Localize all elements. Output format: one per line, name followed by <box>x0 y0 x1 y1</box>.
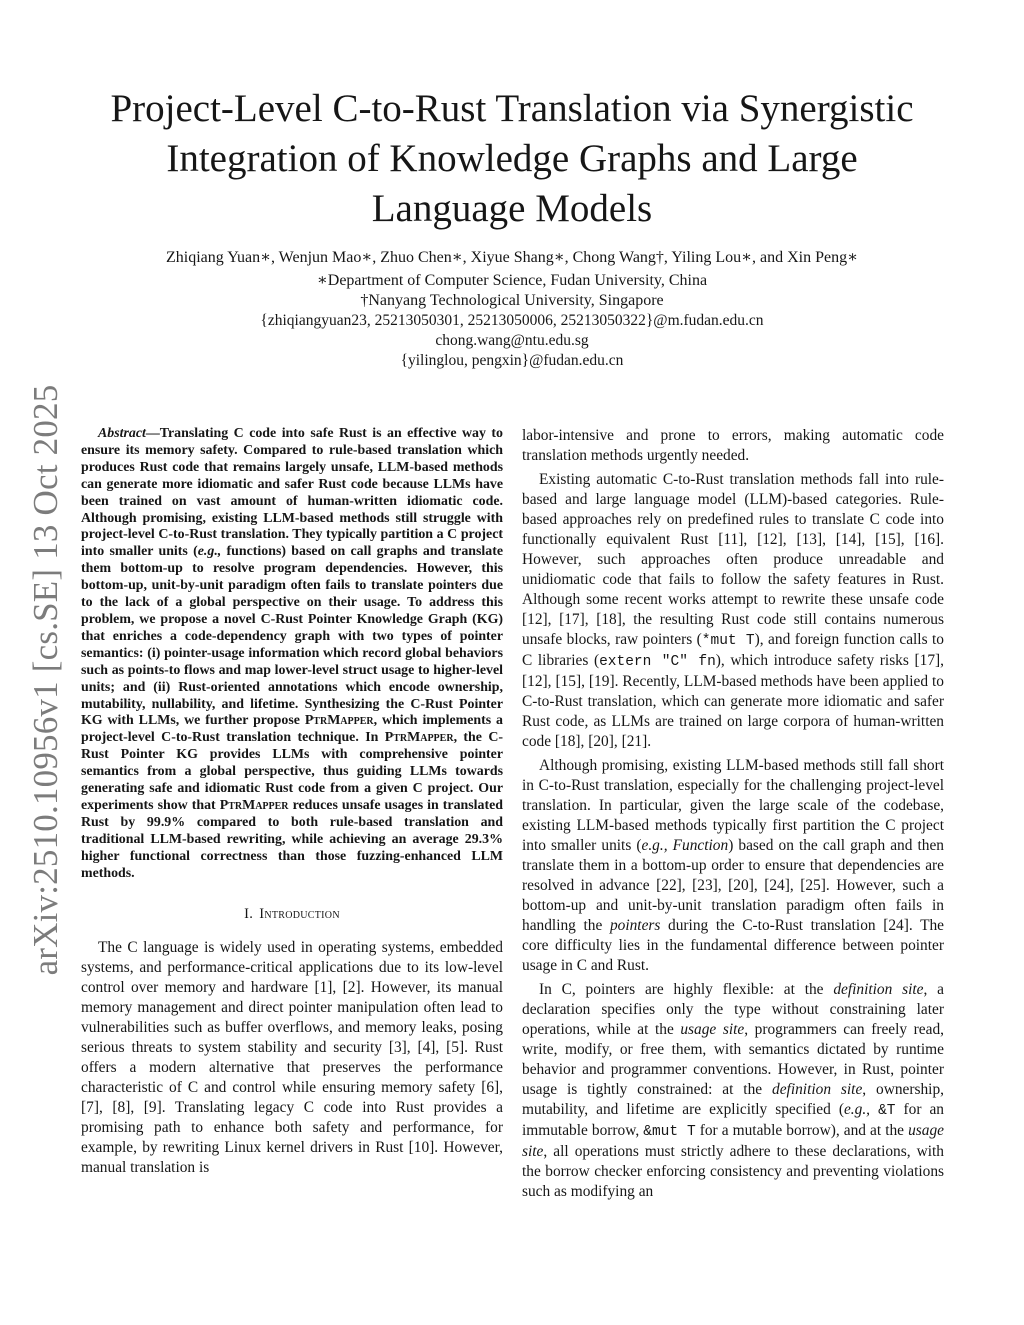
intro-paragraph-1-cont: labor-intensive and prone to errors, making automatic code translation methods urgently needed. <box>522 427 944 464</box>
p4-eg: e.g., <box>843 1101 871 1118</box>
p4-text-c: , programmers can freely read, write, modify, or free them, with semantics dictated by runtime behavior and programmer conventions. However, in Rust, pointer usage is tightly constrained: at the <box>522 1021 944 1098</box>
abstract-text-2: functions) based on call graphs and translate them bottom-up to resolve program dependencies. However, this bottom-up, unit-by-unit paradigm often fails to translate pointers due to the lack of a global perspective on their usage. To address this problem, we propose a novel C-Rust Pointer Knowledge Graph (KG) that enriches a code-dependency graph with two types of pointer semantics: (i) pointer-usage information which record global behaviors such as points-to flows and map lower-level struct usage to higher-level units; and (ii) Rust-oriented annotations which encode ownership, mutability, nullability, and lifetime. Synthesizing the C-Rust Pointer KG with LLMs, we further propose <box>81 544 503 729</box>
left-column <box>81 426 503 1178</box>
abstract-text-4: , the C-Rust Pointer KG provides LLMs with comprehensive pointer semantics from a global perspective, thus guiding LLMs towards generating safe and idiomatic Rust code from a given C project. Our experiments show that <box>81 730 504 813</box>
p4-text-b: , a declaration specifies only the type without constraining later operations, while at the <box>522 981 944 1038</box>
p2-text-a: Existing automatic C-to-Rust translation methods fall into rule-based and large language model (LLM)-based categories. Rule-based approaches rely on predefined rules to translate C code into functionally equivalent Rust [11], [12], [13], [14], [15], [16]. However, such approaches often produce unreadable and unidiomatic code that fails to follow the safety features in Rust. Although some recent works attempt to rewrite these unsafe code [12], [17], [18], the resulting Rust code still contains numerous unsafe blocks, raw pointers ( <box>522 471 944 648</box>
abstract-dash: — <box>145 426 160 441</box>
code-immutable-borrow: &T <box>878 1103 896 1119</box>
email-ntu: chong.wang@ntu.edu.sg <box>435 332 589 349</box>
intro-paragraph-1: The C language is widely used in operating systems, embedded systems, and performance-critical applications due to its low-level control over memory and hardware [1], [2]. However, its manual memory management and direct pointer manipulation often lead to vulnerabilities such as buffer overflows, and memory leaks, posing serious threats to system stability and security [3], [4], [5]. Rust offers a modern alternative that preserves the performance characteristic of C and control while ensuring memory safety [6], [7], [8], [9]. Translating legacy C code into Rust provides a promising path to enhance both safety and performance, for example, by rewriting Linux kernel drivers in Rust [10]. However, manual translation is <box>81 939 503 1177</box>
title-line-2: Integration of Knowledge Graphs and Large <box>166 137 858 180</box>
p2-text-b: ), and foreign function calls to C libraries ( <box>522 631 944 669</box>
arxiv-stamp-text: arXiv:2510.10956v1 [cs.SE] 13 Oct 2025 <box>26 384 65 976</box>
abstract-text-3: , which implements a project-level C-to-Rust translation technique. In <box>81 713 503 746</box>
p4-text-g: , all operations must strictly adhere to these declarations, with the borrow checker enforcing consistency and preventing violations such as modifying an <box>522 1143 944 1200</box>
author-names: Zhiqiang Yuan∗, Wenjun Mao∗, Zhuo Chen∗, Xiyue Shang∗, Chong Wang†, Yiling Lou∗, and Xin Peng∗ <box>166 249 858 266</box>
section-title: Introduction <box>259 906 340 923</box>
abstract-label: Abstract <box>98 426 146 441</box>
arxiv-stamp <box>26 375 66 985</box>
intro-paragraph-4 <box>522 980 944 1202</box>
intro-paragraph-2 <box>522 470 944 752</box>
code-mutable-borrow: &mut T <box>643 1124 696 1140</box>
abstract-text-5: reduces unsafe usages in translated Rust by 99.9% compared to both rule-based translation and traditional LLM-based rewriting, while achieving an average 29.3% higher functional correctness than those fuzzing-enhanced LLM methods. <box>81 797 503 881</box>
p3-eg-function: e.g., Function <box>641 837 729 854</box>
p3-text-b: ) based on the call graph and then translate them in a bottom-up order to ensure that dependencies are resolved in advance [22], [23], [20], [24], [25]. However, such a bottom-up and unit-by-unit translation paradigm often fails in handling the <box>522 837 944 934</box>
tool-name-1: PtrMapper <box>304 713 374 729</box>
p3-text-a: Although promising, existing LLM-based methods still fall short in C-to-Rust translation, especially for the challenging project-level translation. In particular, given the large scale of the codebase, existing LLM-based methods typically first partition the C project into smaller units ( <box>522 757 944 854</box>
p4-text-d: , ownership, mutability, and lifetime are explicitly specified ( <box>522 1081 944 1118</box>
email-fudan-students: {zhiqiangyuan23, 25213050301, 25213050006, 25213050322}@m.fudan.edu.cn <box>260 312 764 329</box>
title-line-1: Project-Level C-to-Rust Translation via Synergistic <box>110 87 914 130</box>
email-fudan-faculty: {yilinglou, pengxin}@fudan.edu.cn <box>400 352 624 369</box>
section-heading-introduction <box>81 904 503 924</box>
tool-name-3: PtrMapper <box>219 797 289 813</box>
abstract-text-1: Translating C code into safe Rust is an effective way to ensure its memory safety. Compared to rule-based translation which produces Rust code that remains largely unsafe, LLM-based methods can generate more idiomatic and safer Rust code because LLMs have been trained on vast amount of human-written idiomatic code. Although promising, existing LLM-based methods still struggle with project-level C-to-Rust translation. They typically partition a C project into smaller units ( <box>81 426 503 560</box>
right-column <box>522 426 944 1202</box>
p2-text-c: ), which introduce safety risks [17], [12], [15], [19]. Recently, LLM-based methods have been applied to C-to-Rust translation, which can generate more idiomatic and safer Rust code, as LLMs are trained on large corpora of human-written code [18], [20], [21]. <box>522 652 944 750</box>
p4-usage-site: usage site <box>680 1021 745 1038</box>
p4-text-f: for a mutable borrow), and at the <box>695 1122 909 1139</box>
p3-text-c: during the C-to-Rust translation [24]. The core difficulty lies in the fundamental difference between pointer usage in C and Rust. <box>522 917 945 974</box>
affiliation-ntu: †Nanyang Technological University, Singapore <box>360 292 664 309</box>
title-line-3: Language Models <box>371 187 653 230</box>
code-mut-pointer: *mut T <box>701 633 755 649</box>
paper-title <box>80 84 944 234</box>
abstract-eg: e.g., <box>197 544 222 560</box>
p4-text-e: for an immutable borrow, <box>522 1101 944 1139</box>
author-block <box>90 248 934 371</box>
affiliation-fudan: ∗Department of Computer Science, Fudan University, China <box>316 272 708 289</box>
p4-text-a: In C, pointers are highly flexible: at the <box>539 981 834 998</box>
tool-name-2: PtrMapper <box>384 730 454 746</box>
section-number: I. <box>244 906 254 923</box>
p4-definition-site-2: definition site <box>772 1081 863 1098</box>
abstract <box>81 426 503 882</box>
intro-paragraph-3 <box>522 756 944 976</box>
p3-pointers: pointers <box>609 917 661 934</box>
code-extern-fn: extern "C" fn <box>599 654 716 670</box>
p4-definition-site: definition site <box>833 981 924 998</box>
p4-usage-site-2: usage site <box>522 1122 944 1160</box>
